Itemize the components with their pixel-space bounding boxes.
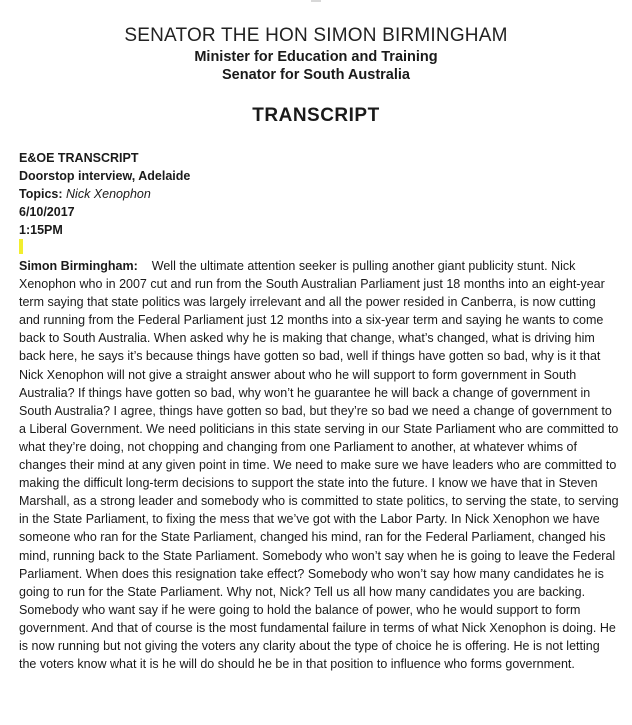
document-title: TRANSCRIPT bbox=[252, 105, 380, 126]
senator-role: Minister for Education and Training bbox=[194, 49, 438, 65]
senator-name: SENATOR THE HON SIMON BIRMINGHAM bbox=[124, 25, 508, 46]
topics-line bbox=[19, 185, 190, 203]
topics-label: Topics: bbox=[19, 187, 63, 201]
page-edge-mark bbox=[311, 0, 321, 2]
topics-value: Nick Xenophon bbox=[66, 187, 151, 201]
transcript-paragraph: Well the ultimate attention seeker is pulling another giant publicity stunt. Nick Xenophon who in 2007 cut and run from the South Australian Parliament just 18 months into an eight-year term saying that state politics was largely irrelevant and all the power resided in Canberra, is now cutting and running from the Federal Parliament just 12 months into a six-year term and saying he wants to come back to South Australia. When asked why he is making that change, what’s changed, what is driving him back here, he says it’s because things have gotten so bad, well if things have gotten so bad, why is it that Nick Xenophon will not give a straight answer about who he will support to form government in South Australia? If things have gotten so bad, why won’t he guarantee he will back a change of government in South Australia? I agree, things have gotten so bad, but they’re so bad we need a change of government to a Liberal Government. We need politicians in this state serving in our State Parliament who are committed to what they’re doing, not chopping and changing from one Parliament to another, at whatever whims of changes their mind at any given point in time. We need to make sure we have leaders who are committed to making the difficult long-term decisions to support the state into the future. I know we have that in Steven Marshall, as a strong leader and somebody who is committed to state politics, to serving the state, to serving in the State Parliament, to fixing the mess that we’ve got with the Labor Party. In Nick Xenophon we have someone who ran for the State Parliament, changed his mind, ran for the Federal Parliament, changed his mind, running back to the State Parliament. Somebody who won’t say when he is going to leave the Federal Parliament. When does this resignation take effect? Somebody who won’t say how many candidates he is going to run for the State Parliament. Why not, Nick? Tell us all how many candidates you are backing. Somebody who want say if he were going to hold the balance of power, who he would support to form government. And that of course is the most fundamental failure in terms of what Nick Xenophon is doing. He is now running but not giving the voters any clarity about the type of choice he is offering. He is not letting the voters know what it is he will do should he be in that position to influence who forms government. bbox=[19, 259, 619, 672]
event-description: Doorstop interview, Adelaide bbox=[19, 169, 191, 183]
text-highlight-marker bbox=[19, 239, 23, 254]
transcript-meta bbox=[19, 149, 190, 239]
transcript-type: E&OE TRANSCRIPT bbox=[19, 151, 139, 165]
transcript-body bbox=[19, 257, 619, 673]
speaker-name: Simon Birmingham: bbox=[19, 259, 138, 273]
senator-state: Senator for South Australia bbox=[222, 67, 410, 83]
transcript-date: 6/10/2017 bbox=[19, 205, 75, 219]
transcript-time: 1:15PM bbox=[19, 223, 63, 237]
letterhead bbox=[0, 24, 632, 84]
